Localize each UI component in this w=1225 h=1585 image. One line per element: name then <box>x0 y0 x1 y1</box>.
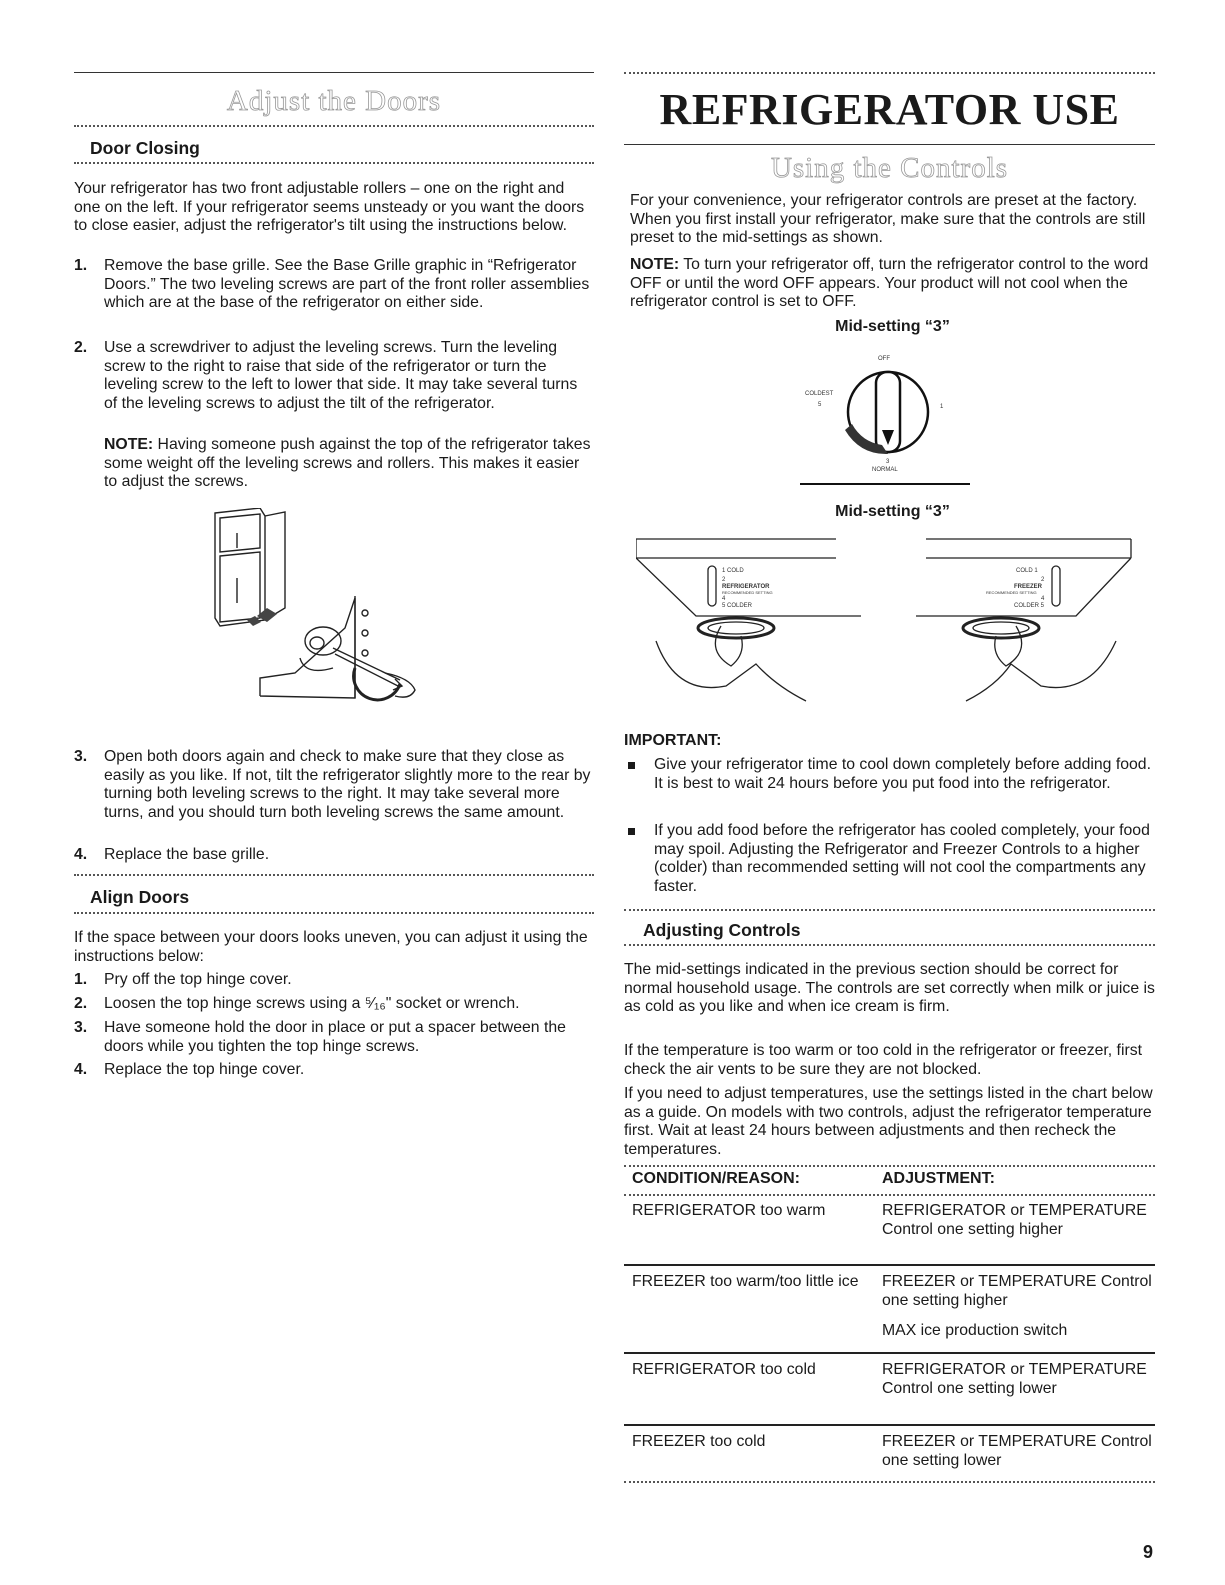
table-cell-condition: FREEZER too cold <box>632 1433 766 1450</box>
align-doors-intro: If the space between your doors looks uneven, you can adjust it using the instructions below: <box>74 929 588 965</box>
step-number: 3. <box>74 1019 88 1036</box>
step-number: 1. <box>74 971 88 988</box>
table-cell-adjustment: FREEZER or TEMPERATURE Control one setting lower <box>882 1433 1152 1469</box>
leveling-screw-illustration <box>205 508 445 708</box>
panel-left-colder: 5 COLDER <box>722 603 753 609</box>
dial-label-off: OFF <box>878 356 890 362</box>
step-number: 2. <box>74 339 88 356</box>
table-top-rule <box>624 1165 1155 1167</box>
subheading-align-doors: Align Doors <box>90 887 190 907</box>
section-title-adjust-doors: Adjust the Doors <box>226 85 442 117</box>
controls-note <box>630 256 1155 312</box>
panel-right-rec: RECOMMENDED SETTING <box>986 590 1037 595</box>
top-rule-left <box>74 72 594 73</box>
table-cell-adjustment-extra: MAX ice production switch <box>882 1322 1068 1339</box>
dial-caption: Mid-setting “3” <box>835 318 950 335</box>
step-text: Use a screwdriver to adjust the leveling screws. Turn the leveling screw to the right to raise that side of the refrigerator or turn the leveling screw to the left to lower that side. It may take several turns of the leveling screws to adjust the tilt of the refrigerator. <box>104 339 578 412</box>
panel-left-name: REFRIGERATOR <box>722 584 770 590</box>
table-cell-condition: REFRIGERATOR too warm <box>632 1202 826 1219</box>
subheading-door-closing: Door Closing <box>90 138 200 158</box>
divider <box>624 909 1155 911</box>
table-cell-condition: REFRIGERATOR too cold <box>632 1361 816 1378</box>
dial-label-normal: NORMAL <box>872 467 898 473</box>
step-text: Replace the base grille. <box>104 846 270 863</box>
step-text: Replace the top hinge cover. <box>104 1061 305 1078</box>
top-rule-right <box>624 72 1155 74</box>
divider <box>624 144 1155 145</box>
important-item: Give your refrigerator time to cool down completely before adding food. It is best to wait 24 hours before you put food into the refrigerator. <box>654 756 1151 792</box>
control-dial-illustration <box>800 350 980 490</box>
table-cell-adjustment: REFRIGERATOR or TEMPERATURE Control one setting lower <box>882 1361 1147 1397</box>
panel-left-2: 2 <box>722 577 726 583</box>
divider <box>74 874 594 876</box>
table-row-rule <box>624 1264 1155 1266</box>
table-cell-condition: FREEZER too warm/too little ice <box>632 1273 859 1290</box>
divider <box>74 162 594 164</box>
table-cell-adjustment: REFRIGERATOR or TEMPERATURE Control one setting higher <box>882 1202 1147 1238</box>
table-header-condition: CONDITION/REASON: <box>632 1170 800 1187</box>
table-cell-adjustment: FREEZER or TEMPERATURE Control one setting higher <box>882 1273 1152 1309</box>
bullet-icon <box>628 762 635 769</box>
table-bottom-rule <box>624 1481 1155 1483</box>
step-number: 2. <box>74 995 88 1012</box>
note-text: To turn your refrigerator off, turn the refrigerator control to the word OFF or until the word OFF appears. Your product will not cool when the refrigerator control is set to OFF. <box>630 256 1149 310</box>
step-number: 1. <box>74 257 88 274</box>
panel-right-2: 2 <box>1041 577 1045 583</box>
control-panel-illustration <box>636 536 1141 711</box>
chapter-title: REFRIGERATOR USE <box>659 85 1120 134</box>
panel-left-cold: 1 COLD <box>722 568 744 574</box>
door-closing-note <box>104 436 594 492</box>
bullet-icon <box>628 828 635 835</box>
important-item: If you add food before the refrigerator has cooled completely, your food may spoil. Adjusting the Refrigerator and Freezer Controls to a higher (colder) than recommended setting will not cool the compartments any faster. <box>654 822 1150 895</box>
step-number: 3. <box>74 748 88 765</box>
panel-caption: Mid-setting “3” <box>835 503 950 520</box>
dial-label-1: 1 <box>940 404 944 410</box>
step-number: 4. <box>74 1061 88 1078</box>
table-row-rule <box>624 1352 1155 1354</box>
panel-right-cold: COLD 1 <box>1016 568 1038 574</box>
divider <box>624 944 1155 946</box>
panel-left-4: 4 <box>722 596 726 602</box>
note-text: Having someone push against the top of the refrigerator takes some weight off the leveling screws and rollers. This makes it easier to adjust the screws. <box>104 436 591 490</box>
page-number: 9 <box>1143 1542 1154 1562</box>
table-header-rule <box>624 1194 1155 1196</box>
dial-label-5: 5 <box>818 402 822 408</box>
controls-intro: For your convenience, your refrigerator controls are preset at the factory. When you first install your refrigerator, make sure that the controls are still preset to the mid-settings as shown. <box>630 192 1146 246</box>
important-label: IMPORTANT: <box>624 732 722 749</box>
table-row-rule <box>624 1424 1155 1426</box>
section-title-using-controls: Using the Controls <box>770 152 1009 184</box>
divider <box>74 125 594 127</box>
step-text: Loosen the top hinge screws using a ⁵⁄₁₆" socket or wrench. <box>104 995 520 1012</box>
adjusting-paragraph: If you need to adjust temperatures, use the settings listed in the chart below as a guide. On models with two controls, adjust the refrigerator temperature first. Wait at least 24 hours between adjustments and then recheck the temperatures. <box>624 1085 1153 1158</box>
panel-right-colder: COLDER 5 <box>1014 603 1045 609</box>
step-text: Pry off the top hinge cover. <box>104 971 292 988</box>
subheading-adjusting-controls: Adjusting Controls <box>643 920 801 940</box>
dial-label-coldest: COLDEST <box>805 391 834 397</box>
step-text: Remove the base grille. See the Base Grille graphic in “Refrigerator Doors.” The two leveling screws are part of the front roller assemblies which are at the base of the refrigerator on either side. <box>104 257 590 311</box>
note-label: NOTE: <box>104 436 154 453</box>
table-header-adjustment: ADJUSTMENT: <box>882 1170 995 1187</box>
door-closing-intro: Your refrigerator has two front adjustable rollers – one on the right and one on the left. If your refrigerator seems unsteady or you want the doors to close easier, adjust the refrigerator's tilt using the instructions below. <box>74 180 585 234</box>
divider <box>74 912 594 914</box>
panel-right-4: 4 <box>1041 596 1045 602</box>
dial-label-3: 3 <box>886 459 890 465</box>
step-text: Have someone hold the door in place or put a spacer between the doors while you tighten the top hinge screws. <box>104 1019 566 1055</box>
panel-left-rec: RECOMMENDED SETTING <box>722 590 773 595</box>
panel-right-name: FREEZER <box>1014 584 1043 590</box>
note-label: NOTE: <box>630 256 680 273</box>
adjusting-paragraph: The mid-settings indicated in the previous section should be correct for normal household usage. The controls are set correctly when milk or juice is as cold as you like and when ice cream is firm. <box>624 961 1155 1015</box>
adjusting-paragraph: If the temperature is too warm or too cold in the refrigerator or freezer, first check the air vents to be sure they are not blocked. <box>624 1042 1143 1078</box>
step-number: 4. <box>74 846 88 863</box>
step-text: Open both doors again and check to make sure that they close as easily as you like. If not, tilt the refrigerator slightly more to the rear by turning both leveling screws to the right. It may take several more turns, and you should turn both leveling screws the same amount. <box>104 748 591 821</box>
